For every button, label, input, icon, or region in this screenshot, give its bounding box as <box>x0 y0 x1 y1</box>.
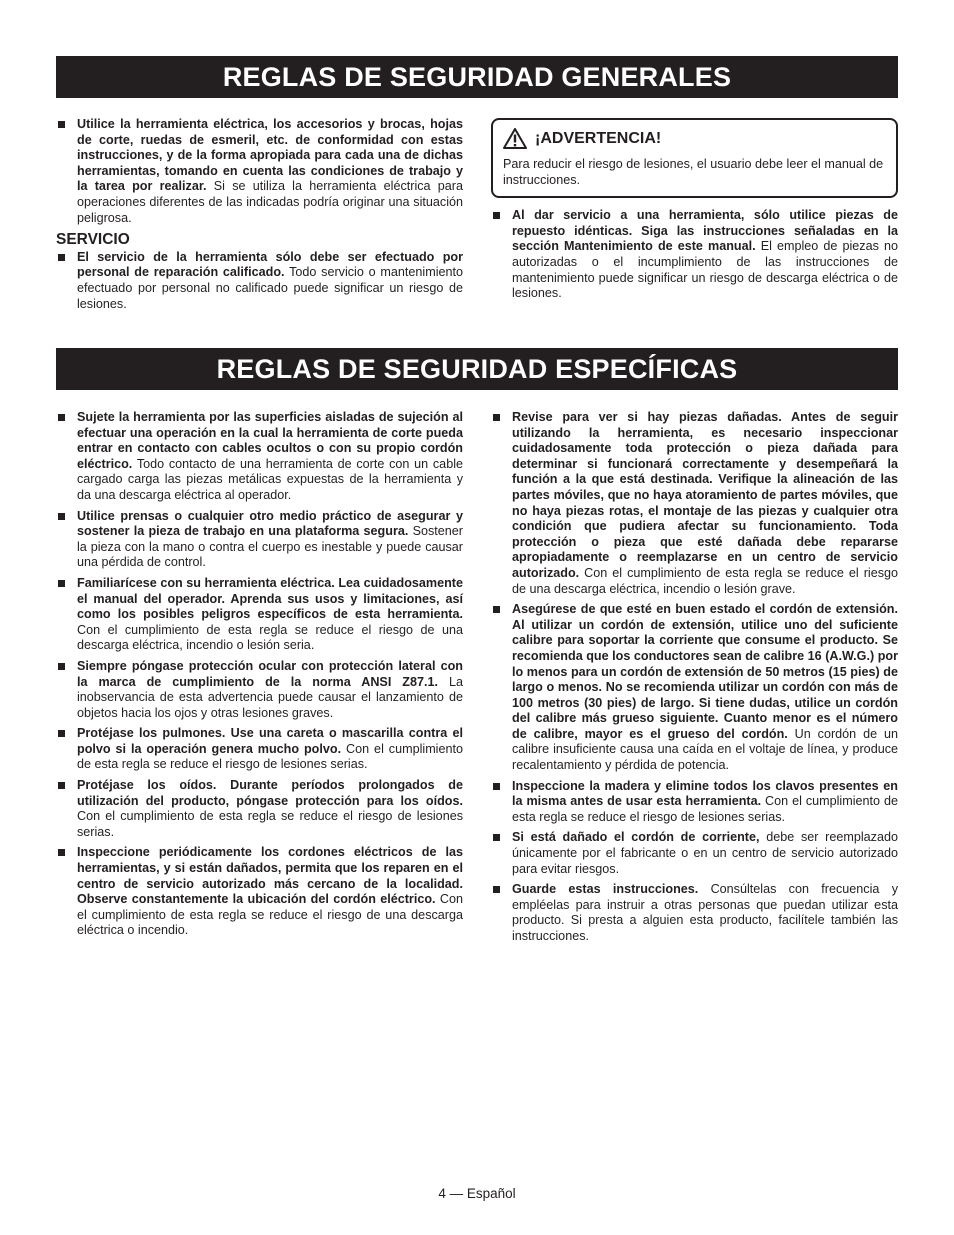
rule-bold-text: Utilice prensas o cualquier otro medio práctico de asegurar y sostener la pieza de trabajo en una plataforma segura. <box>77 508 463 539</box>
specific-left-column <box>56 410 463 944</box>
rule-bold-text: Familiarícese con su herramienta eléctrica. Lea cuidadosamente el manual del operador. Aprenda sus usos y limitaciones, así como los posibles peligros específicos de esta herramienta. <box>77 575 463 622</box>
rule-body-text: Consúltelas con frecuencia y empléelas para instruir a otras personas que puedan utilizar esta producto. Si presta a alguien esta producto, facilítele también las instrucciones. <box>512 882 898 943</box>
rule-body-text: Con el cumplimiento de esta regla se reduce el riesgo de una descarga eléctrica, incendio o lesión grave. <box>512 565 898 596</box>
rule-item <box>56 509 463 571</box>
rule-bold-text: Utilice la herramienta eléctrica, los accesorios y brocas, hojas de corte, ruedas de esmeril, etc. de conformidad con estas instrucciones, y de la forma apropiada para cada una de dichas herramientas, tomando en cuenta las condiciones de trabajo y la tarea por realizar. <box>77 117 463 194</box>
rule-bold-text: Si está dañado el cordón de corriente, <box>512 830 760 845</box>
rule-item <box>56 576 463 654</box>
rule-bold-text: El servicio de la herramienta sólo debe ser efectuado por personal de reparación calificado. <box>77 249 463 280</box>
square-bullet-icon <box>58 849 65 856</box>
general-left-list <box>56 117 463 226</box>
rule-bold-text: Protéjase los oídos. Durante períodos prolongados de utilización del producto, póngase protección para los oídos. <box>77 778 463 808</box>
rule-bold-text: Siempre póngase protección ocular con protección lateral con la marca de cumplimiento de la norma ANSI Z87.1. <box>77 658 463 689</box>
rule-bold-text: Guarde estas instrucciones. <box>512 882 699 897</box>
rule-body-text: Con el cumplimiento de esta regla se reduce el riesgo de lesiones serias. <box>512 794 898 824</box>
rule-item <box>491 779 898 826</box>
page-footer: 4 — Español <box>438 1186 516 1201</box>
rule-body-text: Un cordón de un calibre insuficiente causa una caída en el voltaje de línea, y produce recalentamiento y pérdida de potencia. <box>512 726 898 773</box>
rule-item <box>56 845 463 939</box>
rule-body-text: La inobservancia de esta advertencia puede causar el lanzamiento de objetos hacia los ojos y otras lesiones graves. <box>77 674 463 720</box>
square-bullet-icon <box>493 212 500 219</box>
rule-item <box>56 250 463 312</box>
rule-body-text: Si se utiliza la herramienta eléctrica para operaciones diferentes de las indicadas podría originar una situación peligrosa. <box>77 179 463 225</box>
rule-body-text: Con el cumplimiento de esta regla se reduce el riesgo de lesiones serias. <box>77 809 463 839</box>
warning-triangle-icon <box>503 128 527 149</box>
square-bullet-icon <box>58 414 65 421</box>
square-bullet-icon <box>493 886 500 893</box>
square-bullet-icon <box>493 606 500 613</box>
rule-item <box>56 410 463 504</box>
rule-bold-text: Protéjase los pulmones. Use una careta o mascarilla contra el polvo si la operación genera mucho polvo. <box>77 726 463 756</box>
rule-item <box>491 602 898 774</box>
rule-item <box>491 830 898 877</box>
square-bullet-icon <box>58 782 65 789</box>
rule-bold-text: Al dar servicio a una herramienta, sólo utilice piezas de repuesto idénticas. Siga las instrucciones señaladas en la sección Mantenimiento de este manual. <box>512 208 898 254</box>
service-heading: SERVICIO <box>56 231 130 249</box>
specific-right-list <box>491 410 898 945</box>
rule-body-text: Todo contacto de una herramienta de corte con un cable cargado carga las piezas metálicas expuestas de la herramienta y da una descarga eléctrica al operador. <box>77 456 463 502</box>
warning-title-text: ¡ADVERTENCIA! <box>535 129 662 147</box>
rule-item <box>491 410 898 597</box>
rule-item <box>56 726 463 773</box>
square-bullet-icon <box>493 834 500 841</box>
rule-body-text: Todo servicio o mantenimiento efectuado por personal no calificado puede significar un riesgo de lesiones. <box>77 265 464 311</box>
square-bullet-icon <box>58 121 65 128</box>
specific-rules-banner: REGLAS DE SEGURIDAD ESPECÍFICAS <box>56 348 898 390</box>
square-bullet-icon <box>58 254 65 261</box>
square-bullet-icon <box>58 730 65 737</box>
rule-body-text: debe ser reemplazado únicamente por el fabricante o en un centro de servicio autorizado para evitar riesgos. <box>512 830 898 876</box>
warning-text: Para reducir el riesgo de lesiones, el usuario debe leer el manual de instrucciones. <box>503 157 884 187</box>
rule-item <box>491 208 898 302</box>
rule-body-text: Con el cumplimiento de esta regla se reduce el riesgo de lesiones serias. <box>77 741 463 772</box>
rule-item <box>56 778 463 840</box>
general-rules-banner: REGLAS DE SEGURIDAD GENERALES <box>56 56 898 98</box>
rule-bold-text: Sujete la herramienta por las superficies aisladas de sujeción al efectuar una operación en la cual la herramienta de corte pueda entrar en contacto con cables ocultos o con su propio cordón eléctrico. <box>77 410 463 471</box>
square-bullet-icon <box>58 580 65 587</box>
specific-left-list <box>56 410 463 939</box>
general-right-list <box>491 208 898 302</box>
square-bullet-icon <box>58 663 65 670</box>
service-list <box>56 250 463 312</box>
warning-title <box>503 128 886 149</box>
rule-body-text: Con el cumplimiento de esta regla se reduce el riesgo de una descarga eléctrica, incendio o lesión seria. <box>77 622 463 653</box>
rule-bold-text: Inspeccione la madera y elimine todos los clavos presentes en la misma antes de usar esta herramienta. <box>512 778 898 809</box>
rule-body-text: El empleo de piezas no autorizadas o el incumplimiento de las instrucciones de mantenimiento puede significar un riesgo de descarga eléctrica o de lesiones. <box>512 239 899 301</box>
square-bullet-icon <box>493 414 500 421</box>
general-left-column <box>56 117 463 317</box>
rule-body-text: Con el cumplimiento de esta regla se reduce el riesgo de una descarga eléctrica o incendio. <box>77 892 463 938</box>
specific-right-column <box>491 410 898 950</box>
rule-item <box>56 117 463 226</box>
warning-box <box>491 118 898 198</box>
rule-bold-text: Revise para ver si hay piezas dañadas. Antes de seguir utilizando la herramienta, es necesario inspeccionar cuidadosamente toda protección o pieza dañada para determinar si funcionará correctamente y desempeñará la función a la que está destinada. Verifique la alineación de las partes móviles, que no haya atoramiento de partes móviles, que no haya piezas rotas, el montaje de las piezas y cualquier otra condición que pudiera afectar su funcionamiento. Toda protección o pieza que esté dañada debe repararse apropiadamente o reemplazarse en un centro de servicio autorizado. <box>512 410 898 580</box>
rule-item <box>491 882 898 944</box>
square-bullet-icon <box>58 513 65 520</box>
rule-bold-text: Asegúrese de que esté en buen estado el cordón de extensión. Al utilizar un cordón de extensión, utilice uno del suficiente calibre para soportar la corriente que consume el producto. Se recomienda que los conductores sean de calibre 16 (A.W.G.) por lo menos para un cordón de extensión de 50 metros (15 pies) de largo o menos. No se recomienda utilizar un cordón con más de 100 metros (30 pies) de largo. Si tiene dudas, utilice un cordón del calibre más grueso siguiente. Cuanto menor es el número de calibre, mayor es el grueso del cordón. <box>512 602 898 741</box>
rule-body-text: Sostener la pieza con la mano o contra el cuerpo es inestable y puede causar una pérdida de control. <box>77 524 463 570</box>
square-bullet-icon <box>493 783 500 790</box>
rule-bold-text: Inspeccione periódicamente los cordones eléctricos de las herramientas, y si están dañados, permita que los reparen en el centro de servicio autorizado más cercano de la localidad. Observe constantemente la ubicación del cordón eléctrico. <box>77 845 463 907</box>
general-right-column <box>491 118 898 307</box>
rule-item <box>56 659 463 721</box>
